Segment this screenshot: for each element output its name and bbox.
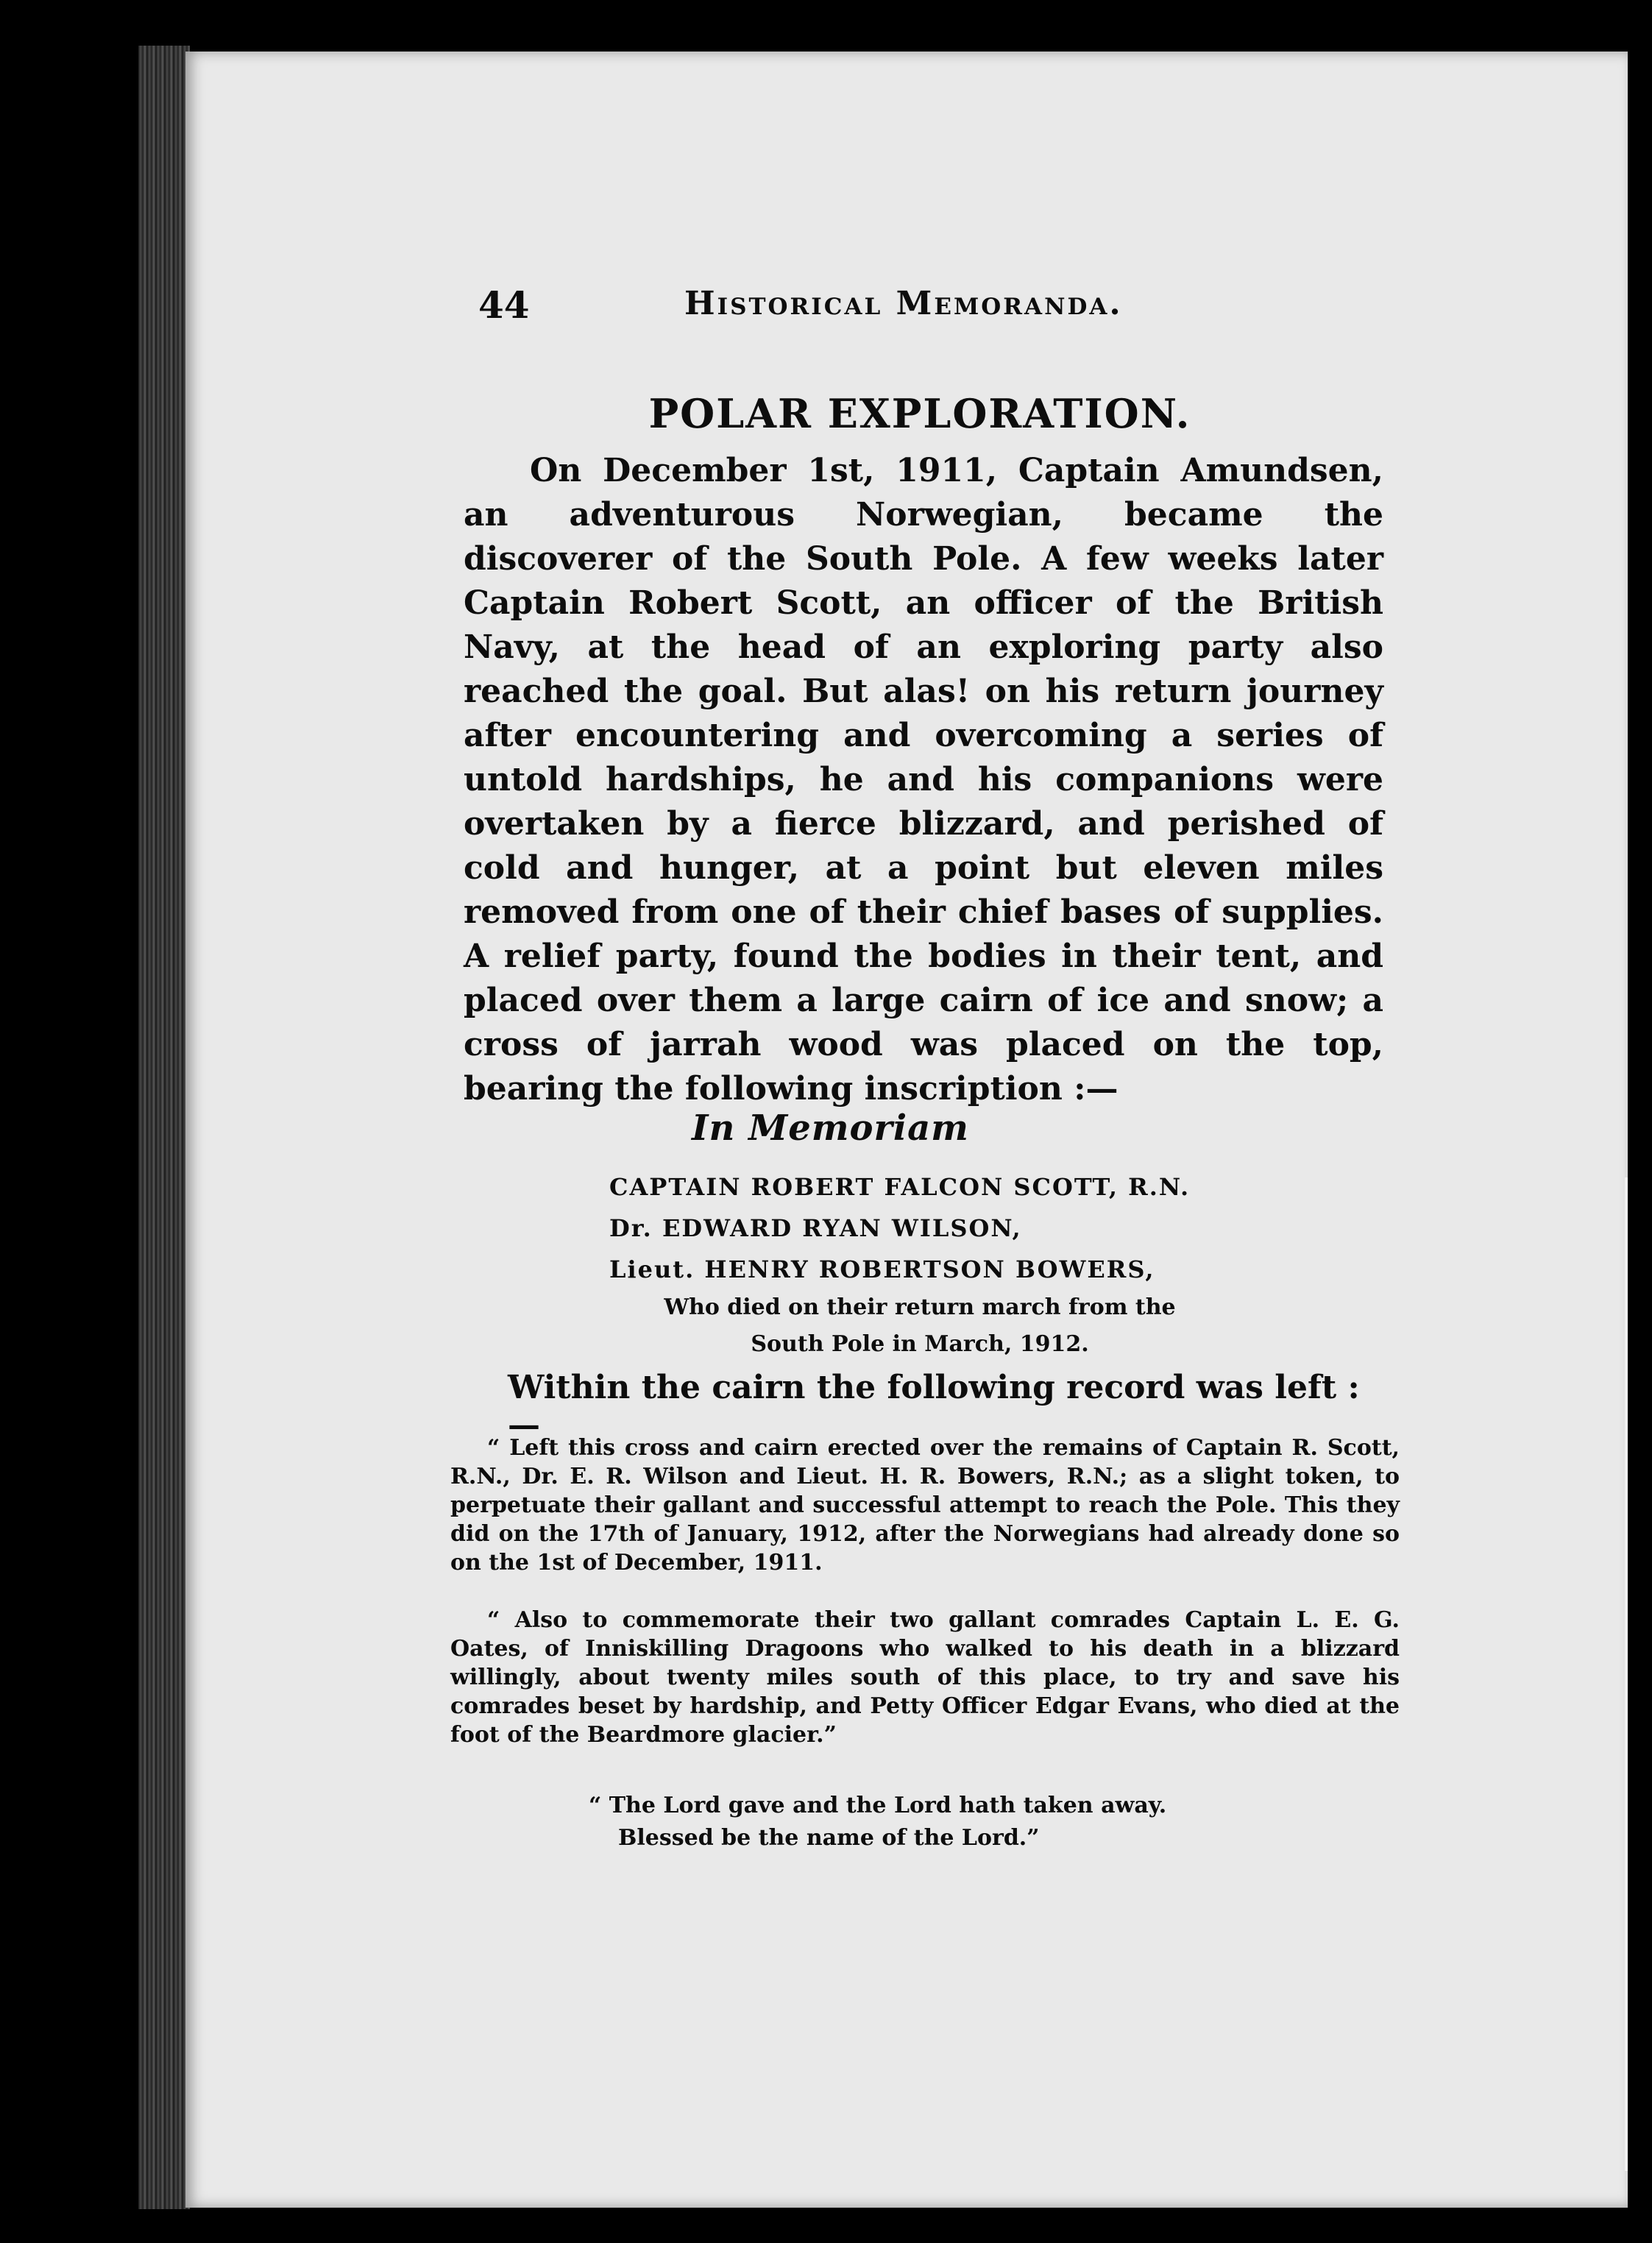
section-body: On December 1st, 1911, Captain Amundsen, an adventurous Norwegian, became the discoverer of the South Pole. A few weeks later Captain Robert Scott, an officer of the British Navy, at the head of an exploring party also reached the goal. But alas! on his return journey after encountering and overcoming a series of untold hardships, he and his companions were overtaken by a fierce blizzard, and perished of cold and hunger, at a point but eleven miles removed from one of their chief bases of supplies. A relief party, found the bodies in their tent, and placed over them a large cairn of ice and snow; a cross of jarrah wood was placed on the top, bearing the following inscription :— xyxy=(464,452,1383,1108)
record-paragraph: “ Left this cross and cairn erected over the remains of Captain R. Scott, R.N., Dr. E. R. Wilson and Lieut. H. R. Bowers, R.N.; as a slight token, to perpetuate their gallant and successful attempt to reach the Pole. This they did on the 17th of January, 1912, after the Norwegians had already done so on the 1st of December, 1911. xyxy=(450,1435,1400,1576)
memoriam-note-line: Who died on their return march from the xyxy=(664,1294,1176,1320)
memoriam-note-line: South Pole in March, 1912. xyxy=(751,1331,1089,1357)
quote-line: Blessed be the name of the Lord.” xyxy=(618,1825,1040,1851)
page-number: 44 xyxy=(478,283,530,327)
memoriam-title: In Memoriam xyxy=(692,1108,969,1149)
record-paragraph: “ Also to commemorate their two gallant comrades Captain L. E. G. Oates, of Inniskilling Dragoons who walked to his death in a blizzard willingly, about twenty miles south of this place, to try and save his comrades beset by hardship, and Petty Officer Edgar Evans, who died at the foot of the Beardmore glacier.” xyxy=(450,1607,1400,1748)
memoriam-note xyxy=(618,1289,1222,1363)
memoriam-name: Dr. EDWARD RYAN WILSON, xyxy=(609,1214,1022,1242)
book-page-edges xyxy=(138,46,190,2209)
memoriam-name: Lieut. HENRY ROBERTSON BOWERS, xyxy=(609,1255,1155,1283)
section-title: POLAR EXPLORATION. xyxy=(648,390,1191,437)
right-page-edge xyxy=(1625,1177,1642,2171)
record-heading: Within the cairn the following record was left :— xyxy=(508,1369,1360,1444)
memoriam-name-list xyxy=(609,1166,1190,1290)
closing-quote xyxy=(589,1790,1166,1854)
page-header xyxy=(478,283,1141,335)
running-head: Historical Memoranda. xyxy=(684,285,1123,322)
quote-line: “ The Lord gave and the Lord hath taken away. xyxy=(589,1793,1167,1818)
memoriam-name: CAPTAIN ROBERT FALCON SCOTT, R.N. xyxy=(609,1173,1191,1201)
